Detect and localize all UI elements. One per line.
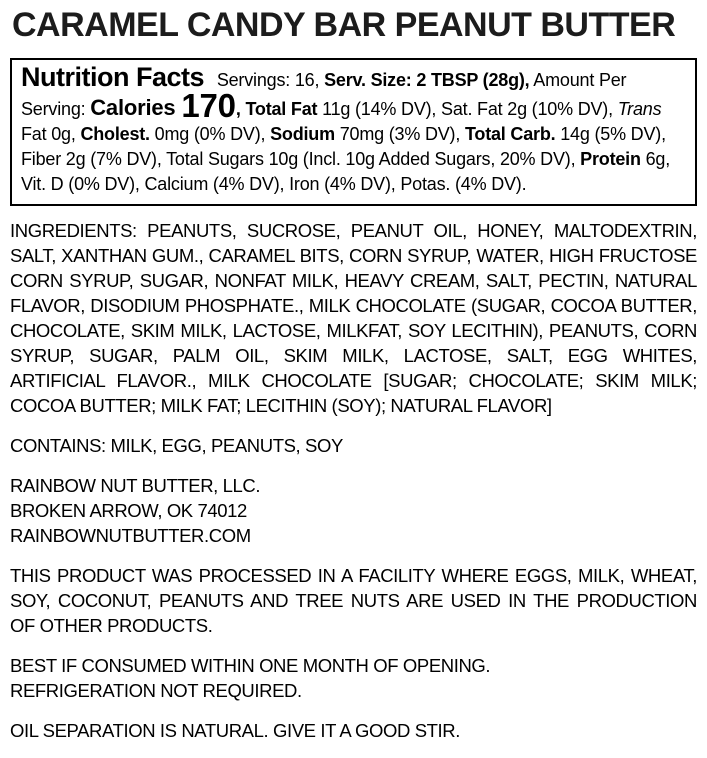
company-name: RAINBOW NUT BUTTER, LLC. [10,475,261,496]
storage-refrigeration-text: REFRIGERATION NOT REQUIRED. [10,680,302,701]
ingredients-text: INGREDIENTS: PEANUTS, SUCROSE, PEANUT OIL, HONEY, MALTODEXTRIN, SALT, XANTHAN GUM., CARAMEL BITS, CORN SYRUP, WATER, HIGH FRUCTOSE CORN SYRUP, SUGAR, NONFAT MILK, HEAVY CREAM, SALT, PECTIN, NATURAL FLAVOR, DISODIUM PHOSPHATE., MILK CHOCOLATE (SUGAR, COCOA BUTTER, CHOCOLATE, SKIM MILK, LACTOSE, MILKFAT, SOY LECITHIN), PEANUTS, CORN SYRUP, SUGAR, PALM OIL, SKIM MILK, LACTOSE, SALT, EGG WHITES, ARTIFICIAL FLAVOR., MILK CHOCOLATE [SUGAR; CHOCOLATE; SKIM MILK; COCOA BUTTER; MILK FAT; LECITHIN (SOY); NATURAL FLAVOR] [10,220,697,416]
allergen-contains-text: CONTAINS: MILK, EGG, PEANUTS, SOY [10,435,343,456]
product-title: CARAMEL CANDY BAR PEANUT BUTTER [12,6,676,44]
nutrition-facts-panel [10,58,697,206]
company-block [10,473,697,548]
nutrition-facts-text: Nutrition Facts Servings: 16, Serv. Size: 2 TBSP (28g), Amount Per Serving: Calories 170, Total Fat 11g (14% DV), Sat. Fat 2g (10% DV), Trans Fat 0g, Cholest. 0mg (0% DV), Sodium 70mg (3% DV), Total Carb. 14g (5% DV), Fiber 2g (7% DV), Total Sugars 10g (Incl. 10g Added Sugars, 20% DV), Protein 6g, Vit. D (0% DV), Calcium (4% DV), Iron (4% DV), Potas. (4% DV). [21,62,671,194]
usage-note-text: OIL SEPARATION IS NATURAL. GIVE IT A GOOD STIR. [10,720,460,741]
storage-best-by-text: BEST IF CONSUMED WITHIN ONE MONTH OF OPENING. [10,655,491,676]
facility-warning-text: THIS PRODUCT WAS PROCESSED IN A FACILITY WHERE EGGS, MILK, WHEAT, SOY, COCONUT, PEANUTS AND TREE NUTS ARE USED IN THE PRODUCTION OF OTHER PRODUCTS. [10,565,697,636]
storage-block [10,653,697,703]
company-website: RAINBOWNUTBUTTER.COM [10,525,251,546]
company-address: BROKEN ARROW, OK 74012 [10,500,247,521]
